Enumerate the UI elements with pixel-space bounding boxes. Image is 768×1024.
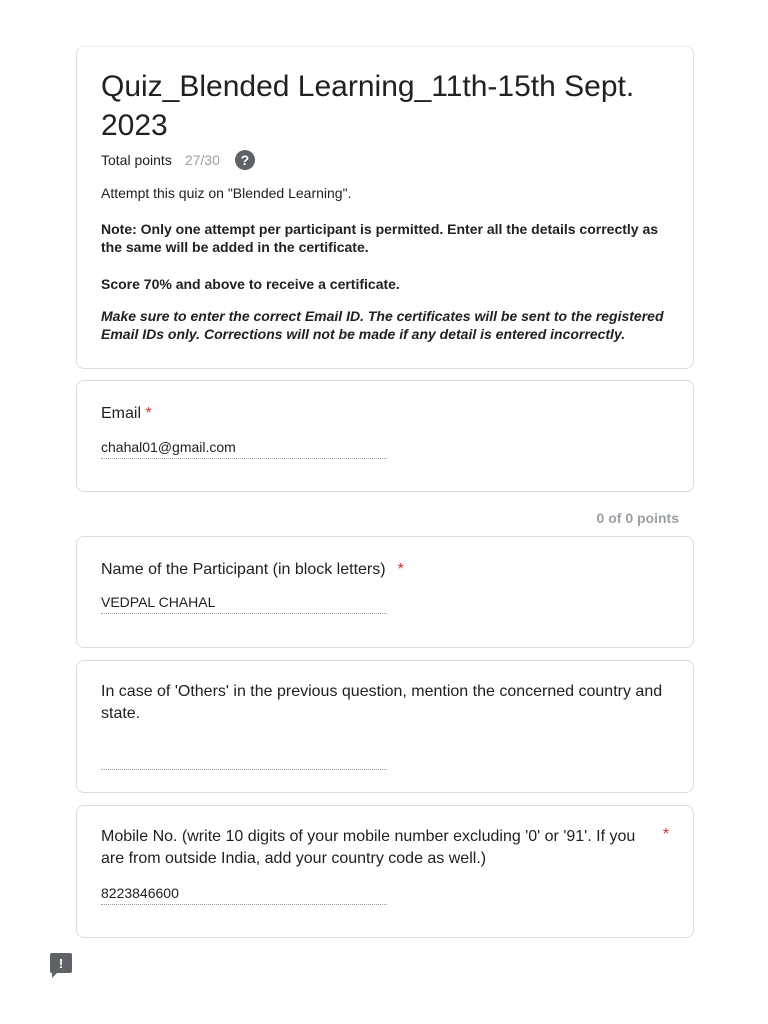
others-question-label: In case of 'Others' in the previous question, mention the concerned country and state.	[101, 683, 663, 722]
required-asterisk: *	[397, 561, 404, 578]
email-label-text: Email	[101, 405, 142, 422]
required-asterisk: *	[662, 826, 669, 843]
feedback-icon[interactable]: !	[50, 953, 72, 973]
section-points: 0 of 0 points	[596, 510, 679, 526]
mobile-answer[interactable]: 8223846600	[101, 885, 387, 905]
mobile-question-card	[76, 805, 694, 938]
mobile-question-label: Mobile No. (write 10 digits of your mobile number excluding '0' or '91'. If you are from outside India, add your country code as well.)	[101, 828, 636, 867]
total-points-label: Total points	[101, 152, 172, 168]
email-question-card	[76, 380, 694, 492]
others-answer[interactable]	[101, 750, 387, 770]
help-icon[interactable]: ?	[235, 150, 255, 170]
name-label-text: Name of the Participant (in block letters)	[101, 561, 386, 578]
form-title: Quiz_Blended Learning_11th-15th Sept. 2023	[101, 70, 635, 142]
mobile-question-row	[101, 826, 669, 870]
total-points-row	[101, 148, 669, 172]
form-note: Note: Only one attempt per participant is permitted. Enter all the details correctly as the same will be added in the certificate.	[101, 221, 659, 255]
name-question-label	[101, 559, 669, 581]
email-answer[interactable]: chahal01@gmail.com	[101, 439, 387, 459]
name-question-card	[76, 536, 694, 648]
total-points-value: 27/30	[184, 152, 220, 168]
required-asterisk: *	[145, 405, 152, 422]
form-score-note: Score 70% and above to receive a certificate.	[101, 276, 400, 292]
email-question-label	[101, 403, 669, 425]
form-header-card	[76, 46, 694, 369]
form-warning: Make sure to enter the correct Email ID. The certificates will be sent to the registered Email IDs only. Corrections will not be made if any detail is entered incorrectly.	[101, 308, 664, 342]
form-intro: Attempt this quiz on "Blended Learning".	[101, 185, 352, 201]
others-question-card	[76, 660, 694, 793]
name-answer[interactable]: VEDPAL CHAHAL	[101, 594, 387, 614]
